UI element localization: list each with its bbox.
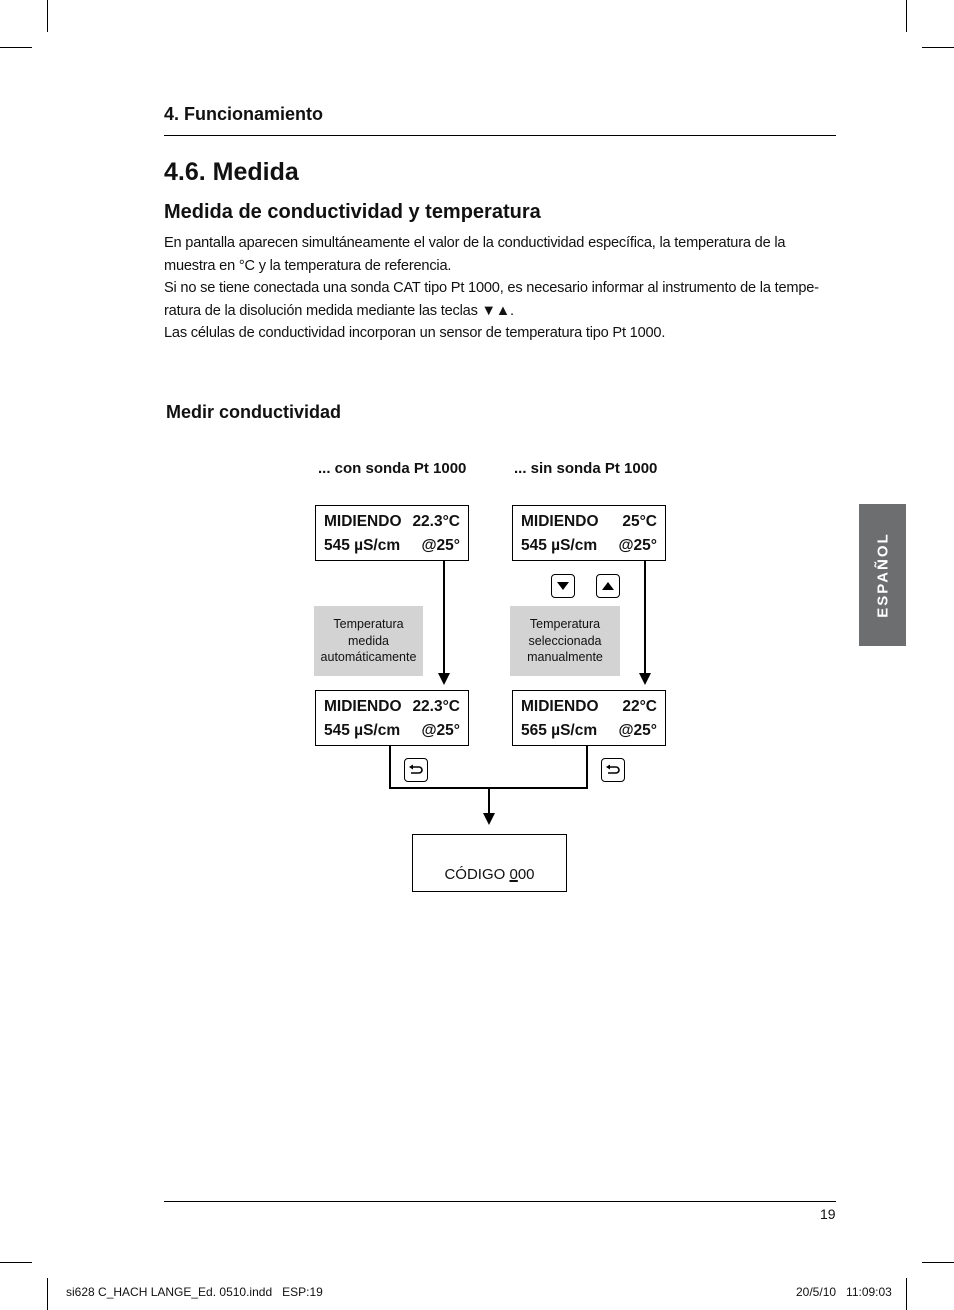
- language-tab: [859, 504, 906, 646]
- lcd-text: MIDIENDO: [521, 513, 599, 530]
- diagram-heading: Medir conductividad: [166, 402, 342, 422]
- crop-mark: [47, 0, 48, 32]
- arrow-line: [443, 561, 445, 675]
- connector-line: [586, 746, 588, 789]
- note-line: manualmente: [527, 650, 603, 664]
- header-rule: [164, 135, 836, 136]
- lcd-text: MIDIENDO: [324, 698, 402, 715]
- arrow-line: [644, 561, 646, 675]
- crop-mark: [906, 1278, 907, 1310]
- lcd-text: 22.3°C: [412, 698, 460, 715]
- note-line: seleccionada: [528, 633, 602, 648]
- lcd-text: 545 µS/cm: [324, 537, 401, 554]
- arrow-head: [483, 813, 495, 825]
- lcd-text: 565 µS/cm: [521, 722, 598, 739]
- footer-file-info: si628 C_HACH LANGE_Ed. 0510.indd ESP:19: [66, 1285, 323, 1299]
- footer-timestamp: 20/5/10 11:09:03: [796, 1285, 892, 1299]
- section-header: 4. Funcionamiento: [164, 104, 324, 124]
- code-display: [412, 834, 567, 892]
- crop-mark: [0, 47, 32, 48]
- paragraph: Las células de conductividad incorporan un sensor de temperatura tipo Pt 1000.: [164, 325, 666, 341]
- page-title: 4.6. Medida: [164, 158, 299, 186]
- lcd-display-top-left: [315, 505, 469, 561]
- note-line: medida: [348, 633, 389, 648]
- column-label-left: ... con sonda Pt 1000: [318, 460, 467, 477]
- paragraph: En pantalla aparecen simultáneamente el valor de la conductividad específica, la temperatura de la muestra en °C y la temperatura de referencia.: [164, 235, 786, 274]
- page-number: 19: [820, 1206, 836, 1222]
- crop-mark: [906, 0, 907, 32]
- lcd-text: MIDIENDO: [521, 698, 599, 715]
- code-label: CÓDIGO: [444, 866, 510, 883]
- arrow-head: [639, 673, 651, 685]
- lcd-text: 25°C: [622, 513, 657, 530]
- up-key-icon[interactable]: [596, 574, 620, 598]
- lcd-text: 545 µS/cm: [324, 722, 401, 739]
- lcd-text: @25°: [618, 537, 657, 554]
- lcd-text: @25°: [421, 537, 460, 554]
- crop-mark: [47, 1278, 48, 1310]
- subtitle: Medida de conductividad y temperatura: [164, 201, 541, 223]
- lcd-text: 545 µS/cm: [521, 537, 598, 554]
- lcd-text: 22°C: [622, 698, 657, 715]
- note-line: Temperatura: [333, 617, 404, 631]
- arrow-line: [488, 789, 490, 813]
- lcd-display-top-right: [512, 505, 666, 561]
- lcd-text: MIDIENDO: [324, 513, 402, 530]
- note-left: [314, 606, 423, 676]
- paragraph: Si no se tiene conectada una sonda CAT tipo Pt 1000, es necesario informar al instrumento de la tempe-ratura de la disolución medida mediante las teclas ▼▲.: [164, 280, 819, 319]
- connector-line: [389, 746, 391, 789]
- note-line: automáticamente: [320, 650, 417, 664]
- code-cursor-digit: 0: [509, 866, 518, 883]
- arrow-head: [438, 673, 450, 685]
- language-tab-label: ESPAÑOL: [874, 532, 891, 618]
- note-line: Temperatura: [529, 617, 601, 631]
- column-label-right: ... sin sonda Pt 1000: [514, 460, 658, 477]
- code-digits: 00: [517, 866, 535, 883]
- lcd-text: @25°: [618, 722, 657, 739]
- return-key-icon[interactable]: [601, 758, 625, 782]
- lcd-text: @25°: [421, 722, 460, 739]
- crop-mark: [0, 1262, 32, 1263]
- lcd-text: 22.3°C: [412, 513, 460, 530]
- down-key-icon[interactable]: [551, 574, 575, 598]
- lcd-display-bottom-left: [315, 690, 469, 746]
- body-text: [164, 232, 838, 345]
- return-key-icon[interactable]: [404, 758, 428, 782]
- crop-mark: [922, 1262, 954, 1263]
- crop-mark: [922, 47, 954, 48]
- footer-rule: [164, 1201, 836, 1202]
- lcd-display-bottom-right: [512, 690, 666, 746]
- note-right: [510, 606, 620, 676]
